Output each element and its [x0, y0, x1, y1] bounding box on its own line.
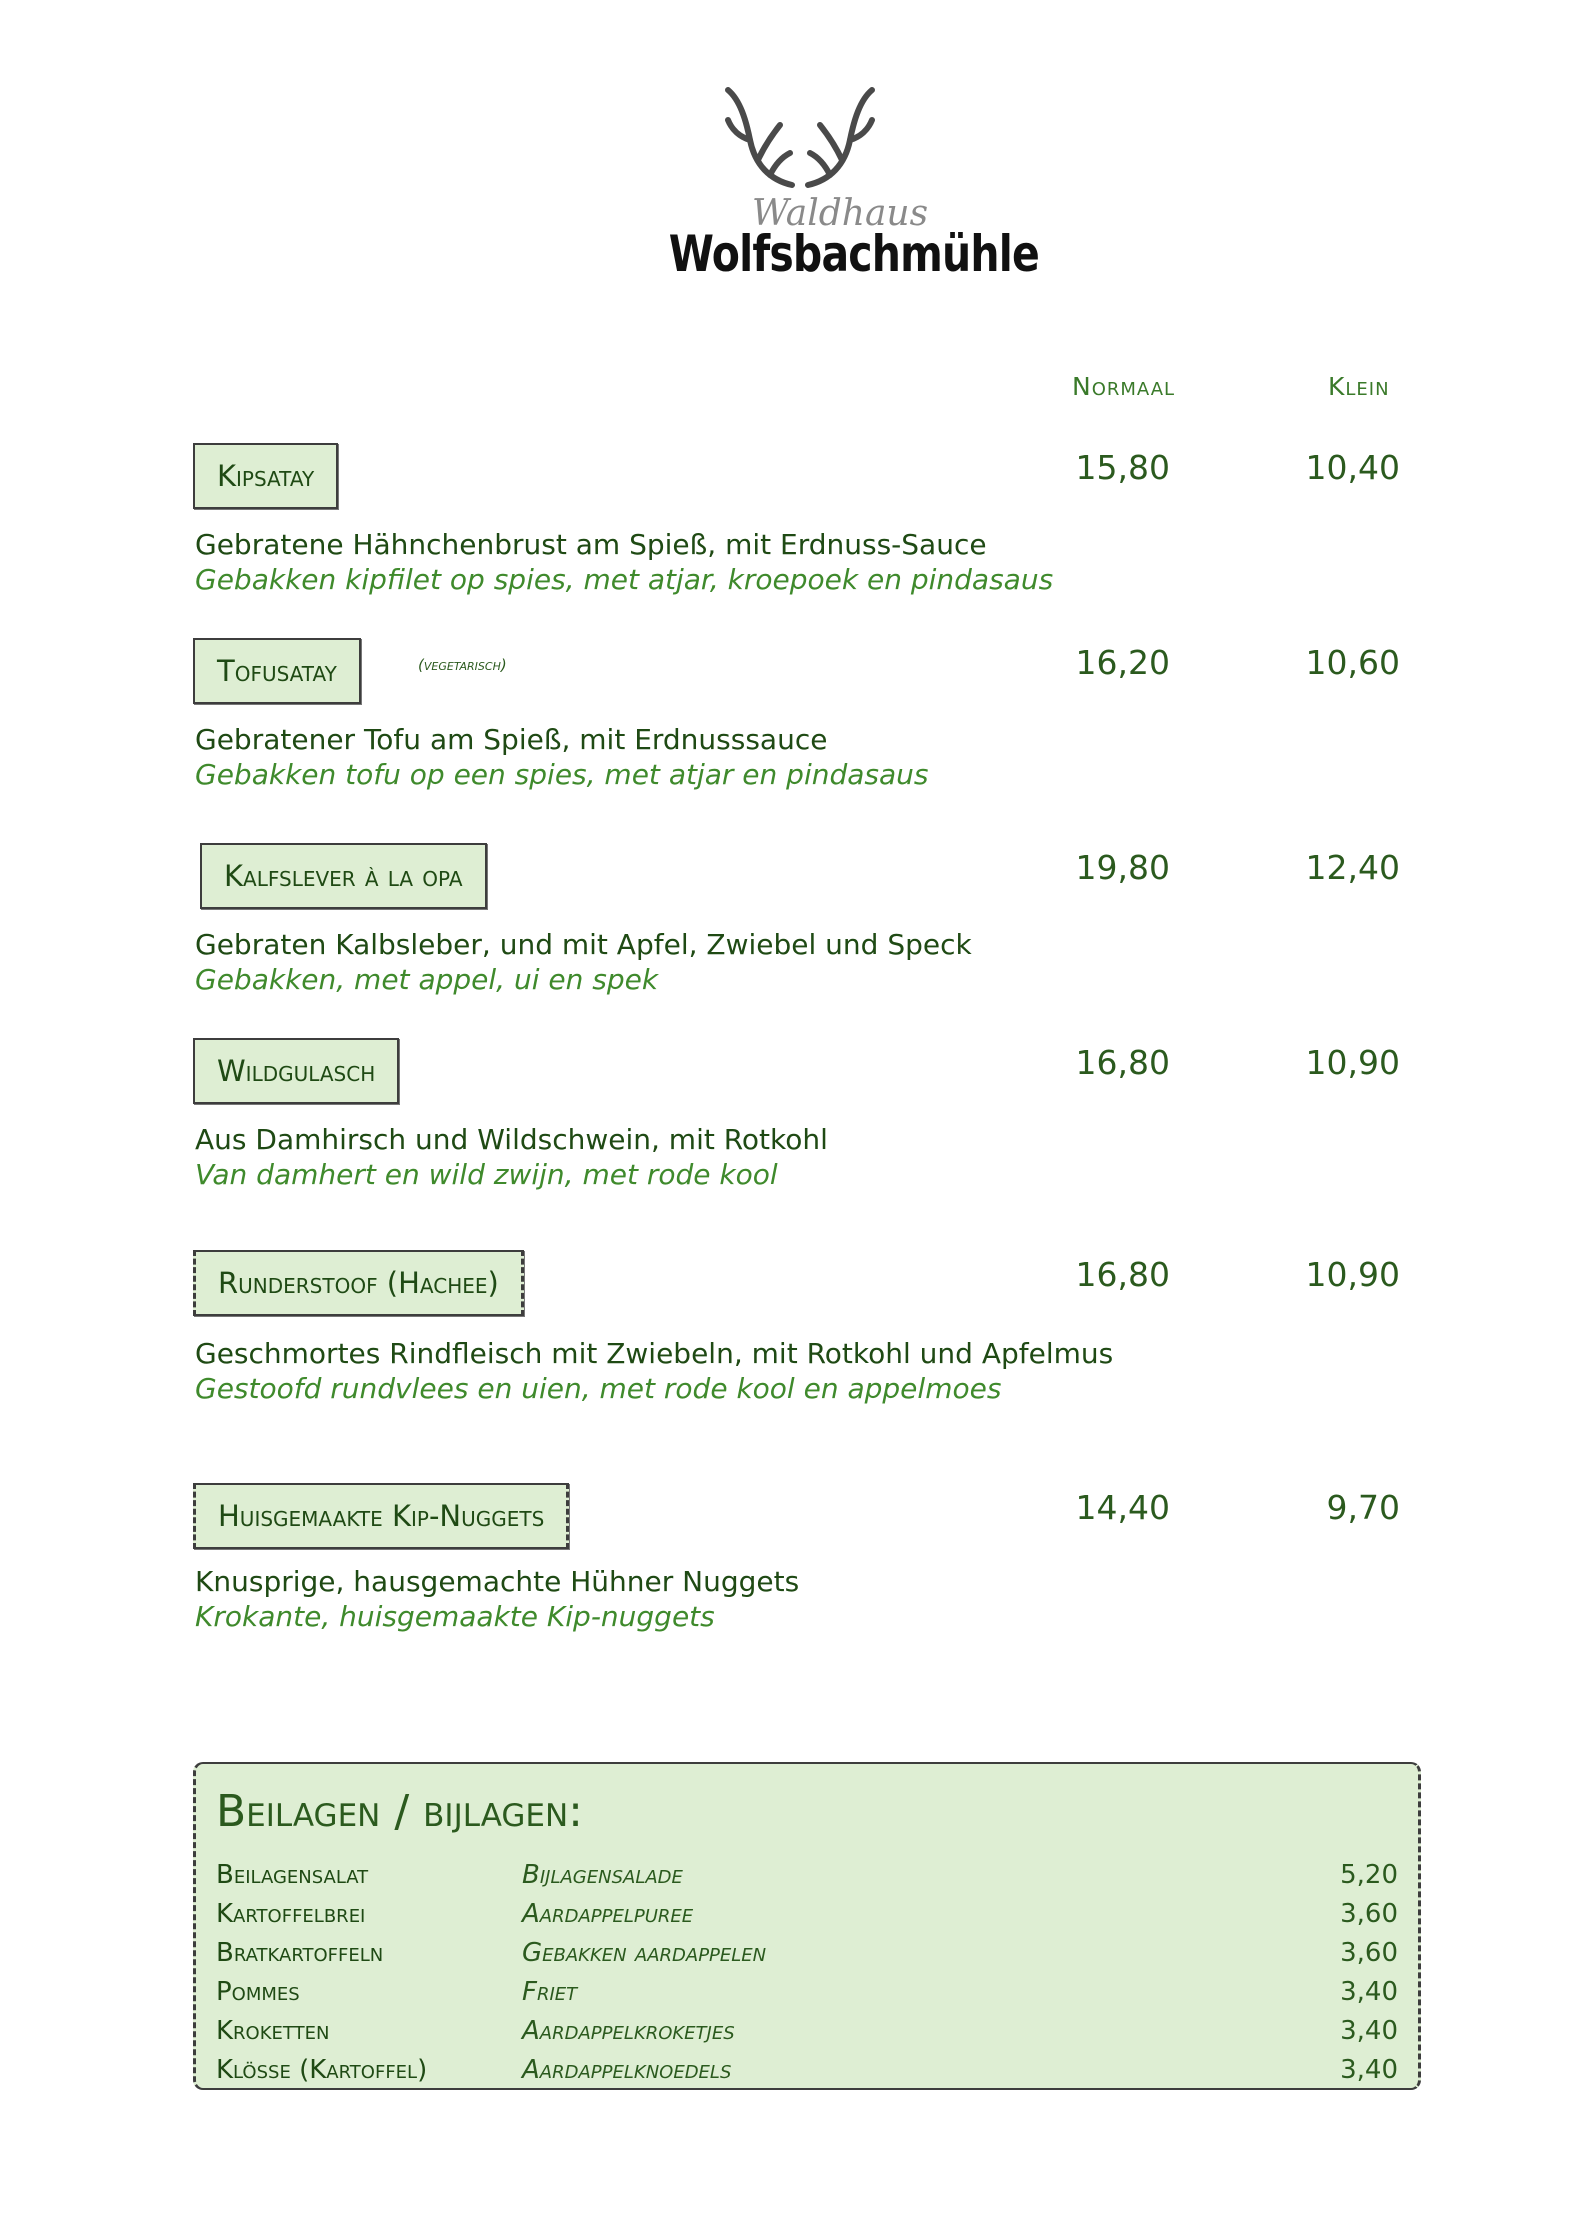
price-normal: 15,80: [1075, 448, 1170, 487]
description-german: Gebratener Tofu am Spieß, mit Erdnusssauce: [195, 723, 828, 756]
price-small: 9,70: [1326, 1488, 1400, 1527]
price-small: 10,90: [1305, 1043, 1400, 1082]
side-dish-row: [196, 2016, 1418, 2056]
price-normal: 19,80: [1075, 848, 1170, 887]
side-dish-row: [196, 1938, 1418, 1978]
side-dishes-box: [193, 1762, 1421, 2090]
description-german: Aus Damhirsch und Wildschwein, mit Rotkohl: [195, 1123, 828, 1156]
description-german: Geschmortes Rindfleisch mit Zwiebeln, mit Rotkohl und Apfelmus: [195, 1337, 1114, 1370]
description-dutch: Gebakken tofu op een spies, met atjar en pindasaus: [195, 758, 929, 791]
description-dutch: Gebakken, met appel, ui en spek: [195, 963, 659, 996]
description-german: Gebratene Hähnchenbrust am Spieß, mit Erdnuss-Sauce: [195, 528, 987, 561]
vegetarian-note: (vegetarisch): [418, 656, 507, 674]
side-dish-german: Kartoffelbrei: [216, 1899, 366, 1929]
price-normal: 16,80: [1075, 1255, 1170, 1294]
description-dutch: Krokante, huisgemaakte Kip-nuggets: [195, 1600, 715, 1633]
menu-item-title: Tofusatay: [193, 638, 361, 704]
description-dutch: Van damhert en wild zwijn, met rode kool: [195, 1158, 778, 1191]
menu-item: [0, 843, 1588, 1043]
side-dish-german: Pommes: [216, 1977, 300, 2007]
price-normal: 16,20: [1075, 643, 1170, 682]
logo-script-text: Waldhaus: [751, 193, 929, 234]
description-german: Knusprige, hausgemachte Hühner Nuggets: [195, 1565, 800, 1598]
menu-item-title: Huisgemaakte Kip-Nuggets: [193, 1483, 569, 1549]
side-dishes-title: Beilagen / bijlagen:: [216, 1786, 583, 1837]
side-dish-dutch: Aardappelkroketjes: [522, 2016, 735, 2046]
side-dish-dutch: Aardappelknoedels: [522, 2055, 732, 2085]
side-dish-row: [196, 1860, 1418, 1900]
price-normal: 14,40: [1075, 1488, 1170, 1527]
menu-item: [0, 1038, 1588, 1238]
side-dish-row: [196, 2055, 1418, 2095]
logo-name: Wolfsbachmühle: [668, 225, 1040, 283]
side-dish-dutch: Aardappelpuree: [522, 1899, 694, 1929]
menu-item: [0, 1483, 1588, 1683]
side-dish-german: Klöße (Kartoffel): [216, 2055, 428, 2085]
menu-item: [0, 443, 1588, 643]
price-normal: 16,80: [1075, 1043, 1170, 1082]
menu-item: [0, 1250, 1588, 1450]
menu-item-title: Kalfslever à la opa: [200, 843, 487, 909]
side-dish-dutch: Bijlagensalade: [522, 1860, 683, 1890]
side-dish-german: Kroketten: [216, 2016, 330, 2046]
menu-item-title: Kipsatay: [193, 443, 338, 509]
menu-item-title: Wildgulasch: [193, 1038, 399, 1104]
price-small: 10,40: [1305, 448, 1400, 487]
description-german: Gebraten Kalbsleber, und mit Apfel, Zwiebel und Speck: [195, 928, 972, 961]
menu-item: [0, 638, 1588, 838]
side-dish-price: 5,20: [1340, 1860, 1398, 1890]
price-small: 10,90: [1305, 1255, 1400, 1294]
side-dish-price: 3,60: [1340, 1938, 1398, 1968]
side-dish-german: Beilagensalat: [216, 1860, 369, 1890]
column-header-normal: Normaal: [1072, 372, 1176, 401]
side-dish-dutch: Gebakken aardappelen: [522, 1938, 767, 1968]
side-dish-price: 3,40: [1340, 2055, 1398, 2085]
description-dutch: Gebakken kipfilet op spies, met atjar, kroepoek en pindasaus: [195, 563, 1054, 596]
side-dish-price: 3,40: [1340, 1977, 1398, 2007]
side-dish-row: [196, 1977, 1418, 2017]
side-dish-german: Bratkartoffeln: [216, 1938, 384, 1968]
column-header-small: Klein: [1328, 372, 1390, 401]
side-dish-price: 3,60: [1340, 1899, 1398, 1929]
description-dutch: Gestoofd rundvlees en uien, met rode kool en appelmoes: [195, 1372, 1002, 1405]
side-dish-price: 3,40: [1340, 2016, 1398, 2046]
menu-item-title: Runderstoof (Hachee): [193, 1250, 524, 1316]
side-dish-row: [196, 1899, 1418, 1939]
price-small: 12,40: [1305, 848, 1400, 887]
antlers-icon: [710, 85, 890, 195]
price-small: 10,60: [1305, 643, 1400, 682]
side-dish-dutch: Friet: [522, 1977, 578, 2007]
restaurant-logo: [640, 85, 1040, 290]
